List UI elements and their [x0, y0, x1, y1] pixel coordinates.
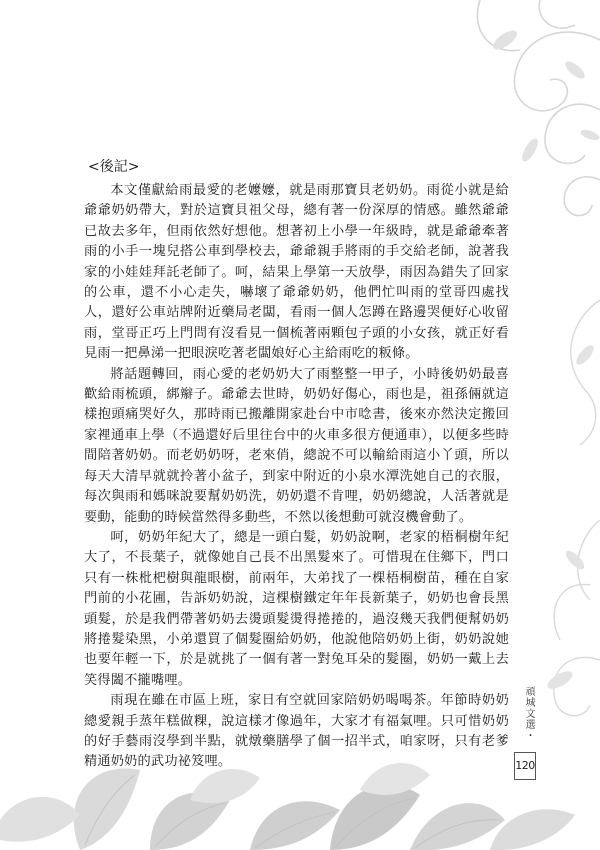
paragraph-4: 雨現在雖在市區上班，家日有空就回家陪奶奶喝喝茶。年節時奶奶總愛親手蒸年糕做粿，說這樣才像過年，大家才有福氣哩。只可惜奶奶的好手藝雨沒學到半點，就燉藥膳學了個一招半式，咱家呀，只有老爹精通奶奶的武功祕笈哩。: [84, 693, 509, 770]
article-body: [84, 157, 509, 773]
section-heading: <後記>: [88, 159, 140, 175]
page-number: 120: [514, 752, 536, 780]
paragraph-1: 本文僅獻給雨最愛的老嬤嬤，就是雨那寶貝老奶奶。雨從小就是給爺爺奶奶帶大，對於這寶貝祖父母，總有著一份深厚的情感。雖然爺爺已故去多年，但雨依然好想他。想著初上小學一年級時，就是爺爺牽著雨的小手一塊兒搭公車到學校去，爺爺親手將雨的手交給老師，說著我家的小娃娃拜託老師了。呵，結果上學第一天放學，雨因為錯失了回家的公車，還不小心走失，嚇壞了爺爺奶奶，他們忙叫雨的堂哥四處找人，還好公車站牌附近藥局老闆，看雨一個人怎蹲在路邊哭便好心收留雨，堂哥正巧上門問有沒看見一個梳著兩顆包子頭的小女孩，就正好看見雨一把鼻涕一把眼淚吃著老闆娘好心主給雨吃的粄條。: [84, 183, 509, 362]
paragraph-2: 將話題轉回，雨心愛的老奶奶大了雨整整一甲子，小時後奶奶最喜歡給雨梳頭，綁辮子。爺爺去世時，奶奶好傷心，雨也是，祖孫倆就這樣抱頭痛哭好久，那時雨已搬離開家赴台中市唸書，後來亦然決定搬回家裡通車上學（不過還好后里往台中的火車多很方便通車），以便多些時間陪著奶奶。而老奶奶呀，老來俏，總說不可以輸給雨這小丫頭，所以每天大清早就就拎著小盆子，到家中附近的小泉水潭洗她自己的衣服，每次與雨和媽咪說要幫奶奶洗，奶奶還不肯哩，奶奶總說，人活著就是要動，能動的時候當然得多動些，不然以後想動可就沒機會動了。: [84, 366, 509, 525]
paragraph-3: 呵，奶奶年紀大了，總是一頭白髮，奶奶說啊，老家的梧桐樹年紀大了，不長葉子，就像她自己長不出黑髮來了。可惜現在住鄉下，門口只有一株枇杷樹與龍眼樹，前兩年，大弟找了一棵梧桐樹苗，種在自家門前的小花圃，告訴奶奶說，這棵樹鐵定年年長新葉子，奶奶也會長黑頭髮，於是我們帶著奶奶去燙頭髮燙得捲捲的，過沒幾天我們便幫奶奶將捲髮染黑，小弟還買了個髮圈給奶奶，他說他陪奶奶上街，奶奶說她也要年輕一下，於是就挑了一個有著一對兔耳朵的髮圈，奶奶一戴上去笑得闔不攏嘴哩。: [84, 529, 509, 688]
series-label: 頑城文選・: [523, 686, 534, 741]
bottom-leaf-ornament: [0, 763, 575, 850]
